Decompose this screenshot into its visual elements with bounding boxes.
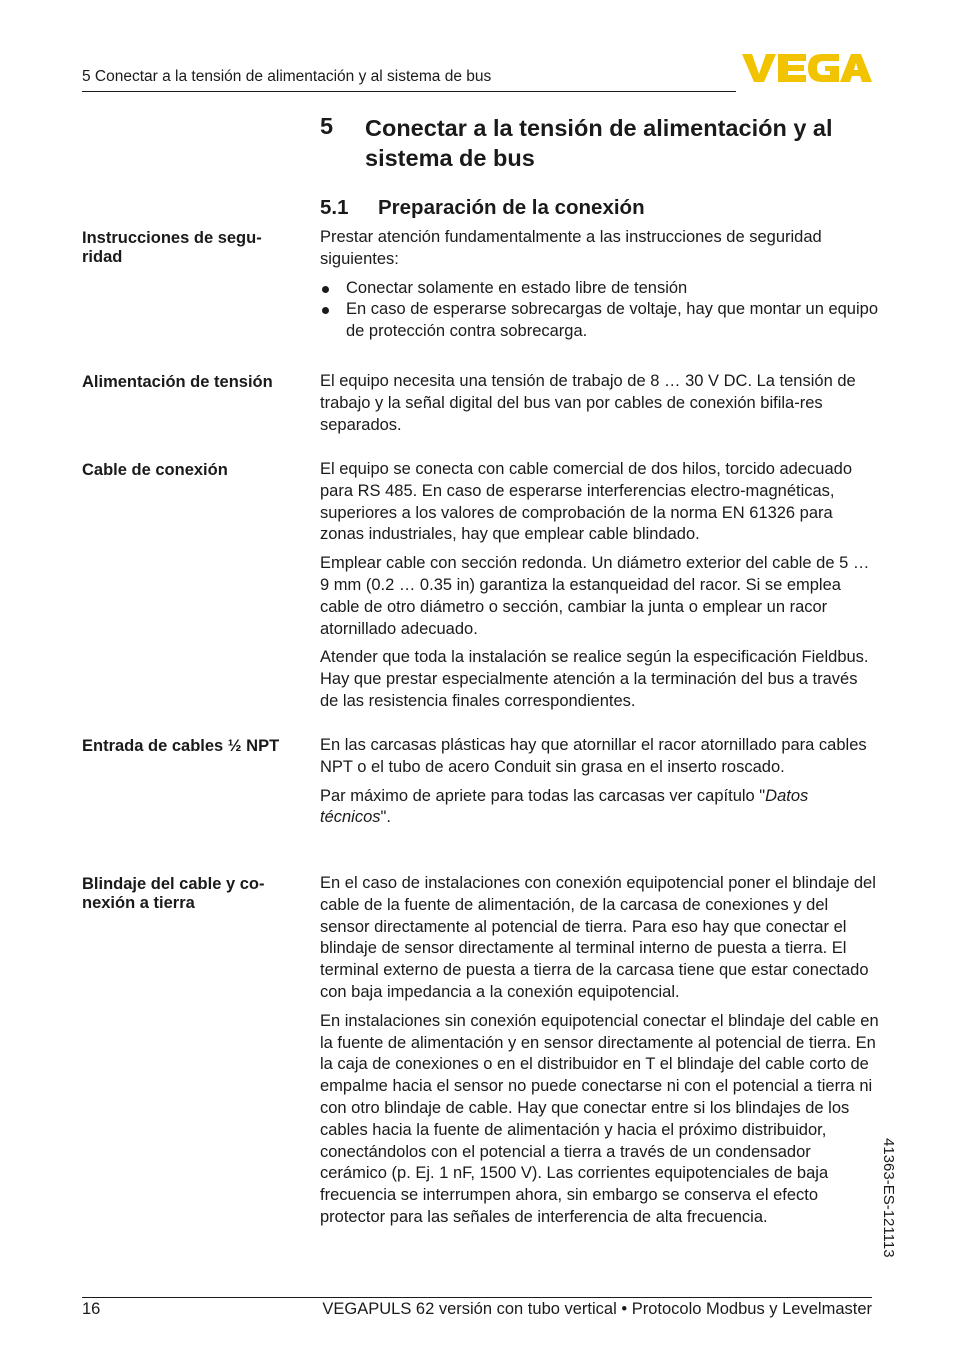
logo-letter-g [808,54,839,82]
bullet-icon [322,286,329,293]
list-item-text: Conectar solamente en estado libre de tensión [346,278,688,297]
text-run: ". [380,808,391,827]
logo-letter-a [840,54,872,82]
paragraph: Atender que toda la instalación se realice según la especificación Fieldbus. Hay que prestar especialmente atención a la terminación del bus a través de las resistencia finales correspondientes. [320,648,869,710]
power-supply-body [320,371,880,443]
list-item [320,278,880,300]
section-title: Preparación de la conexión [378,196,645,219]
bullet-icon [322,307,329,314]
footer-rule [82,1297,872,1298]
footer-title: VEGAPULS 62 versión con tubo vertical • Protocolo Modbus y Levelmaster [322,1300,872,1318]
vega-logo-graphic [742,52,872,84]
label-cable-shielding: Blindaje del cable y co- nexión a tierra [82,875,265,912]
paragraph: El equipo se conecta con cable comercial de dos hilos, torcido adecuado para RS 485. En caso de esperarse interferencias electro-magnéticas, superiores a los valores de comprobación de la norma EN 61326 para zonas industriales, hay que emplear cable blindado. [320,460,852,544]
paragraph: En las carcasas plásticas hay que atornillar el racor atornillado para cables NPT o el tubo de acero Conduit sin grasa en el inserto roscado. [320,736,867,776]
vega-logo-letters [742,54,872,82]
document-id: 41363-ES-121113 [880,1138,897,1258]
logo-letter-e [778,54,806,82]
list-item-text: En caso de esperarse sobrecargas de voltaje, hay que montar un equipo de protección contra sobrecarga. [346,300,879,341]
document-id-vertical [880,1138,915,1298]
cable-shielding-body [320,873,880,1236]
paragraph: El equipo necesita una tensión de trabajo de 8 … 30 V DC. La tensión de trabajo y la señal digital del bus van por cables de conexión bifila-res separados. [320,372,856,434]
list-item [320,299,880,343]
paragraph: En instalaciones sin conexión equipotencial conectar el blindaje del cable en la fuente de alimentación y en sensor directamente al potencial de tierra. En la caja de conexiones o en el distribuidor en T el blindaje del cable corto de empalme hacia el sensor no puede conectarse ni con el potencial a tierra ni con otro blindaje de cable. Hay que conectar entre si los blindajes de los cables hacia la fuente de alimentación y hacia el próximo distribuidor, conectándolos con el potencial a tierra a través de un condensador cerámico (p. Ej. 1 nF, 1500 V). Las corrientes equipotenciales de baja frecuencia se interrumpen ahora, sin embargo se conserva el efecto protector para las señales de interferencia de alta frecuencia. [320,1011,879,1226]
safety-bullet-list [320,278,880,343]
safety-instructions-body [320,227,880,343]
chapter-title: Conectar a la tensión de alimentación y al sistema de bus [365,115,833,171]
paragraph: En el caso de instalaciones con conexión equipotencial poner el blindaje del cable de la fuente de alimentación, de la carcasa de conexiones y del sensor directamente al potencial de tierra. Para eso hay que conectar el blindaje de sensor directamente al terminal interno de puesta a tierra. El terminal externo de puesta a tierra de la carcasa tiene que estar conectado con baja impedancia a la conexión equipotencial. [320,874,876,1001]
connection-cable-body [320,459,880,720]
vega-logo [742,52,872,84]
label-safety-instructions: Instrucciones de segu- ridad [82,229,262,266]
label-power-supply: Alimentación de tensión [82,373,273,391]
chapter-number: 5 [320,113,334,139]
cable-entry-body [320,735,880,836]
running-header-title: 5 Conectar a la tensión de alimentación y al sistema de bus [82,68,492,85]
section-number: 5.1 [320,196,349,219]
header-rule [82,91,736,92]
page-number: 16 [82,1300,101,1318]
text-run: Par máximo de apriete para todas las carcasas ver capítulo " [320,786,766,805]
paragraph: Emplear cable con sección redonda. Un diámetro exterior del cable de 5 … 9 mm (0.2 … 0.35 in) garantiza la estanqueidad del racor. Si se emplea cable de otro diámetro o sección, cambiar la junta o emplear un racor atornillado adecuado. [320,554,870,638]
paragraph-torque [320,786,880,830]
safety-intro: Prestar atención fundamentalmente a las instrucciones de seguridad siguientes: [320,228,822,268]
label-cable-entry: Entrada de cables ½ NPT [82,737,280,755]
label-connection-cable: Cable de conexión [82,461,228,479]
logo-letter-v [742,54,776,82]
chapter-reference: Datos técnicos [320,786,809,827]
